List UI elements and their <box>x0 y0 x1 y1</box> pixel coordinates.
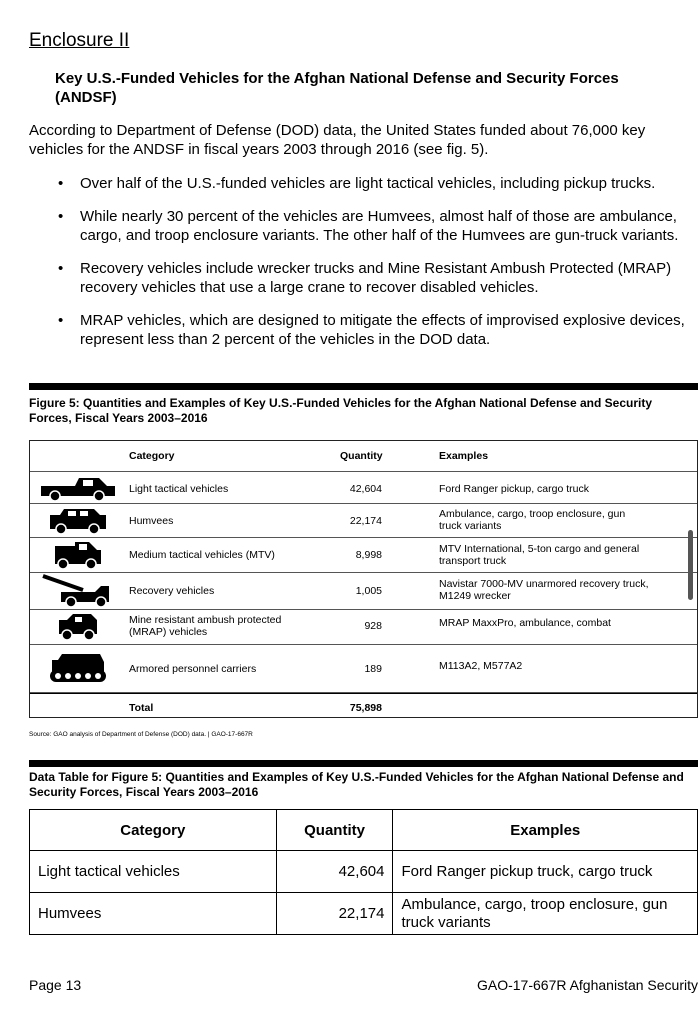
figure-header-category: Category <box>129 450 175 462</box>
data-table-header-category: Category <box>30 810 277 851</box>
figure-cell-examples: Ford Ranger pickup, cargo truck <box>439 483 589 495</box>
data-table-cell-category: Humvees <box>30 893 277 935</box>
figure-top-rule <box>29 383 698 390</box>
figure-cell-category: Humvees <box>129 515 174 527</box>
figure-total-row <box>30 693 697 720</box>
mrap-icon <box>36 610 120 644</box>
figure-cell-category: Recovery vehicles <box>129 585 215 597</box>
table-row <box>30 851 698 893</box>
bullet-item <box>29 311 695 349</box>
bullet-text: MRAP vehicles, which are designed to mitigate the effects of improvised explosive devices, represent less than 2 percent of the vehicles in the DOD data. <box>80 312 685 348</box>
figure-cell-category: Armored personnel carriers <box>129 663 257 675</box>
figure-source: Source: GAO analysis of Department of Defense (DOD) data. | GAO-17-667R <box>29 731 253 738</box>
figure-cell-examples: Ambulance, cargo, troop enclosure, gun truck variants <box>439 508 626 532</box>
bullet-item <box>29 207 695 245</box>
mtv-truck-icon <box>36 538 120 572</box>
scrollbar-thumb[interactable] <box>688 530 693 600</box>
figure-cell-category: Medium tactical vehicles (MTV) <box>129 549 275 561</box>
data-table-header-row <box>30 810 698 851</box>
figure-header-row <box>30 441 697 472</box>
figure-total-label: Total <box>129 702 154 714</box>
data-table-cell-quantity: 42,604 <box>276 851 393 893</box>
figure-row <box>30 504 697 538</box>
bullet-text: While nearly 30 percent of the vehicles are Humvees, almost half of those are ambulance, cargo, and troop enclosure variants. The other half of the Humvees are gun-truck variants. <box>80 208 679 244</box>
page-number: Page 13 <box>29 977 82 993</box>
bullet-text: Recovery vehicles include wrecker trucks and Mine Resistant Ambush Protected (MRAP) recovery vehicles that use a large crane to recover disabled vehicles. <box>80 260 672 296</box>
bullet-list <box>29 174 695 363</box>
data-table-title: Data Table for Figure 5: Quantities and Examples of Key U.S.-Funded Vehicles for the Afghan National Defense and Security Forces, Fiscal Years 2003–2016 <box>29 770 684 799</box>
figure-row <box>30 573 697 610</box>
bullet-mark: • <box>58 312 64 329</box>
data-table-top-rule <box>29 760 698 767</box>
table-row <box>30 893 698 935</box>
figure-cell-quantity: 1,005 <box>355 585 382 597</box>
intro-paragraph: According to Department of Defense (DOD) data, the United States funded about 76,000 key vehicles for the ANDSF in fiscal years 2003 through 2016 (see fig. 5). <box>29 122 646 158</box>
bullet-item <box>29 259 695 297</box>
figure-total-value: 75,898 <box>349 702 382 714</box>
bullet-text: Over half of the U.S.-funded vehicles are light tactical vehicles, including pickup trucks. <box>80 175 656 192</box>
figure-cell-quantity: 42,604 <box>349 483 382 495</box>
data-table-cell-category: Light tactical vehicles <box>30 851 277 893</box>
figure-cell-examples: MTV International, 5-ton cargo and general transport truck <box>439 543 640 567</box>
figure-title: Figure 5: Quantities and Examples of Key U.S.-Funded Vehicles for the Afghan National Defense and Security Forces, Fiscal Years 2003–2016 <box>29 396 653 425</box>
data-table <box>29 809 698 935</box>
bullet-mark: • <box>58 260 64 277</box>
figure-table <box>29 440 698 718</box>
figure-header-quantity: Quantity <box>340 450 383 462</box>
figure-cell-examples: Navistar 7000-MV unarmored recovery truck, M1249 wrecker <box>439 578 649 602</box>
data-table-cell-quantity: 22,174 <box>276 893 393 935</box>
figure-header-examples: Examples <box>439 450 489 462</box>
data-table-header-examples: Examples <box>393 810 698 851</box>
figure-cell-examples: M113A2, M577A2 <box>439 660 523 672</box>
figure-row <box>30 472 697 504</box>
bullet-mark: • <box>58 175 64 192</box>
data-table-header-quantity: Quantity <box>276 810 393 851</box>
figure-row <box>30 538 697 573</box>
figure-cell-category: Mine resistant ambush protected (MRAP) vehicles <box>129 614 282 638</box>
data-table-cell-examples: Ambulance, cargo, troop enclosure, gun truck variants <box>393 893 698 935</box>
bullet-item <box>29 174 695 193</box>
data-table-cell-examples: Ford Ranger pickup truck, cargo truck <box>393 851 698 893</box>
figure-row <box>30 610 697 645</box>
figure-cell-category: Light tactical vehicles <box>129 483 229 495</box>
armored-carrier-icon <box>36 645 120 692</box>
enclosure-title: Enclosure II <box>29 30 130 51</box>
figure-cell-examples: MRAP MaxxPro, ambulance, combat <box>439 617 611 629</box>
pickup-truck-icon <box>36 472 120 503</box>
figure-cell-quantity: 928 <box>364 620 382 632</box>
humvee-icon <box>36 504 120 537</box>
figure-cell-quantity: 189 <box>364 663 382 675</box>
recovery-wrecker-icon <box>36 573 120 609</box>
report-id: GAO-17-667R Afghanistan Security <box>476 977 698 993</box>
bullet-mark: • <box>58 208 64 225</box>
figure-cell-quantity: 22,174 <box>349 515 382 527</box>
figure-row <box>30 645 697 693</box>
figure-cell-quantity: 8,998 <box>355 549 382 561</box>
section-heading: Key U.S.-Funded Vehicles for the Afghan National Defense and Security Forces (ANDSF) <box>55 70 619 106</box>
